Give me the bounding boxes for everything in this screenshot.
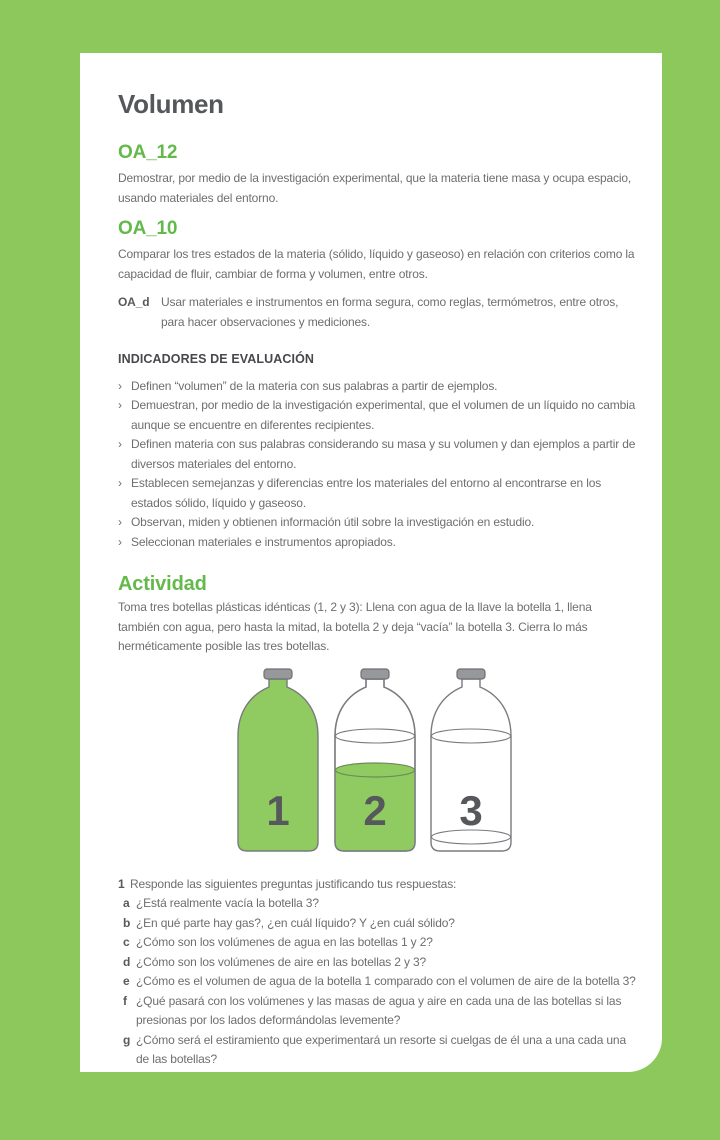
bottle-3 (431, 669, 511, 851)
page-title: Volumen (118, 89, 224, 119)
oa10-heading: OA_10 (118, 218, 178, 239)
question-item (123, 953, 636, 973)
indicator-text: Establecen semejanzas y diferencias entre los materiales del entorno al encontrarse en los estados sólido, líquido y gaseoso. (131, 476, 602, 510)
bottle-2 (335, 669, 415, 851)
question-item (123, 1031, 636, 1070)
indicator-item (118, 533, 636, 553)
question-text: ¿Cómo son los volúmenes de agua en las botellas 1 y 2? (136, 935, 433, 949)
bottle-3-number: 3 (459, 786, 483, 834)
bottle-cap-icon (457, 669, 485, 679)
oa12-heading: OA_12 (118, 142, 178, 163)
indicator-text: Seleccionan materiales e instrumentos apropiados. (131, 534, 396, 549)
activity-heading: Actividad (118, 573, 207, 595)
question-prompt-text: Responde las siguientes preguntas justificando tus respuestas: (130, 876, 457, 891)
oad-label: OA_d (118, 295, 150, 309)
oad-body: Usar materiales e instrumentos en forma segura, como reglas, termómetros, entre otros, para hacer observaciones y mediciones. (161, 295, 619, 329)
question-text: ¿Está realmente vacía la botella 3? (136, 896, 319, 910)
question-prompt (118, 875, 636, 895)
document-page (80, 53, 662, 1072)
question-item (123, 894, 636, 914)
bullet-marker: › (118, 534, 122, 549)
bottle-cap-icon (264, 669, 292, 679)
question-text: ¿Qué pasará con los volúmenes y las masas de agua y aire en cada una de las botellas si las presionas por los lados deformándolas levemente? (136, 993, 622, 1027)
bottle-cap-icon (361, 669, 389, 679)
question-text: ¿Cómo son los volúmenes de aire en las botellas 2 y 3? (136, 954, 427, 969)
question-letter: c (123, 935, 130, 949)
question-letter: b (123, 915, 131, 930)
question-letter: e (123, 974, 130, 988)
bullet-marker: › (118, 476, 122, 490)
indicator-item (118, 474, 636, 513)
activity-intro: Toma tres botellas plásticas idénticas (1, 2 y 3): Llena con agua de la llave la botella 1, llena también con agua, pero hasta la mitad, la botella 2 y deja “vacía” la botella 3. Cierra lo más herméticamente posible las tres botellas. (118, 600, 592, 653)
indicator-item (118, 377, 636, 397)
question-item (123, 972, 636, 992)
bullet-marker: › (118, 515, 122, 529)
indicator-text: Definen materia con sus palabras considerando su masa y su volumen y dan ejemplos a partir de diversos materiales del entorno. (131, 437, 636, 471)
question-letter: g (123, 1032, 131, 1047)
bottle-1 (238, 669, 318, 851)
question-letter: d (123, 954, 131, 969)
indicator-item (118, 513, 636, 533)
indicator-item (118, 396, 636, 435)
question-item (123, 933, 636, 953)
oad-block (118, 293, 636, 332)
indicator-text: Definen “volumen” de la materia con sus palabras a partir de ejemplos. (131, 378, 498, 393)
questions-block (118, 875, 636, 1070)
question-letter: a (123, 896, 130, 910)
bullet-marker: › (118, 378, 122, 393)
question-item (123, 992, 636, 1031)
question-letter: f (123, 993, 127, 1008)
question-number: 1 (118, 876, 125, 891)
question-item (123, 914, 636, 934)
question-text: ¿Cómo es el volumen de agua de la botella 1 comparado con el volumen de aire de la botella 3? (136, 974, 636, 988)
page-content (80, 53, 662, 1070)
question-text: ¿En qué parte hay gas?, ¿en cuál líquido? Y ¿en cuál sólido? (136, 915, 455, 930)
oa10-body: Comparar los tres estados de la materia (sólido, líquido y gaseoso) en relación con criterios como la capacidad de fluir, cambiar de forma y volumen, entre otros. (118, 247, 635, 281)
question-text: ¿Cómo será el estiramiento que experimentará un resorte si cuelgas de él una a una cada una de las botellas? (136, 1032, 626, 1066)
indicator-text: Demuestran, por medio de la investigación experimental, que el volumen de un líquido no cambia aunque se encuentre en diferentes recipientes. (131, 398, 636, 432)
indicator-text: Observan, miden y obtienen información útil sobre la investigación en estudio. (131, 515, 535, 529)
bottle-1-number: 1 (266, 786, 290, 834)
bullet-marker: › (118, 398, 122, 412)
bottles-illustration (230, 666, 520, 856)
bottle-2-number: 2 (363, 786, 387, 834)
bottle-2-water-surface (336, 763, 415, 777)
indicators-heading: INDICADORES DE EVALUACIÓN (118, 352, 315, 366)
indicator-item (118, 435, 636, 474)
oa12-body: Demostrar, por medio de la investigación experimental, que la materia tiene masa y ocupa espacio, usando materiales del entorno. (118, 171, 632, 205)
bullet-marker: › (118, 437, 122, 451)
